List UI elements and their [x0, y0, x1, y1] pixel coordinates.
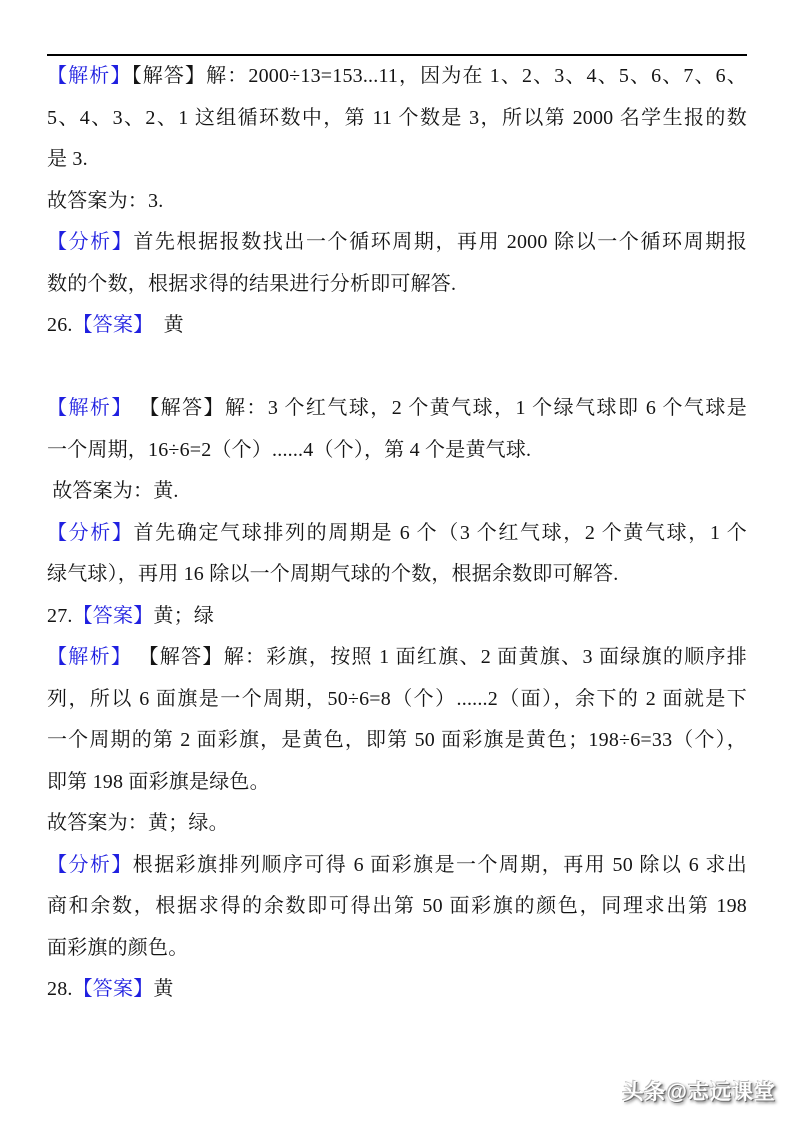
q25-answer-restate-line	[47, 181, 747, 223]
line-text: 面彩旗的颜色。	[47, 936, 189, 959]
tag-daan: 【答案】	[72, 314, 144, 336]
answer-value: 黄	[143, 314, 184, 336]
line-text: 故答案为：3.	[47, 189, 164, 212]
q26-analysis-line-1	[47, 513, 747, 555]
question-number: 28.	[47, 978, 73, 1000]
line-text: 5、4、3、2、1 这组循环数中，第 11 个数是 3，所以第 2000 名学生报的数	[47, 106, 747, 129]
q27-solution-line-3	[47, 720, 747, 762]
line-text: 数的个数，根据求得的结果进行分析即可解答.	[47, 272, 457, 295]
tag-jiexi: 【解析】	[47, 646, 133, 668]
q28-answer-line	[47, 969, 747, 1011]
q26-solution-line-1	[47, 388, 747, 430]
q27-analysis-line-2	[47, 886, 747, 928]
tag-jiexi: 【解析】	[47, 65, 132, 87]
answer-value: 黄	[153, 978, 174, 1000]
q26-answer-restate-line	[47, 471, 747, 513]
q27-solution-line-4	[47, 762, 747, 804]
line-text: 【解答】解：3 个红气球，2 个黄气球，1 个绿气球即 6 个气球是	[132, 397, 747, 419]
answer-value: 黄；绿	[153, 604, 215, 627]
line-text: 故答案为：黄；绿。	[47, 812, 229, 834]
q27-analysis-line-1	[47, 845, 747, 887]
q26-solution-line-2	[47, 430, 747, 472]
tag-jiexi: 【解析】	[47, 397, 133, 419]
q27-answer-line	[47, 596, 747, 638]
document-body	[47, 56, 747, 1011]
question-number: 26.	[47, 314, 73, 336]
tag-fenxi: 【分析】	[47, 521, 134, 544]
line-text: 根据彩旗排列顺序可得 6 面彩旗是一个周期，再用 50 除以 6 求出	[132, 853, 747, 876]
q25-solution-line-3	[47, 139, 747, 181]
line-text: 列，所以 6 面旗是一个周期，50÷6=8（个）......2（面），余下的 2 面就是下	[47, 687, 747, 710]
q26-analysis-line-2	[47, 554, 747, 596]
q25-analysis-line-2	[47, 264, 747, 306]
question-number: 27.	[47, 604, 73, 627]
q26-answer-line	[47, 305, 747, 347]
line-text: 商和余数，根据求得的余数即可得出第 50 面彩旗的颜色，同理求出第 198	[47, 895, 747, 917]
q25-solution-line-1	[47, 56, 747, 98]
line-text: 故答案为：黄.	[47, 480, 179, 502]
line-text: 【解答】解：彩旗，按照 1 面红旗、2 面黄旗、3 面绿旗的顺序排	[132, 646, 747, 668]
line-text: 首先根据报数找出一个循环周期，再用 2000 除以一个循环周期报	[133, 231, 747, 253]
tag-fenxi: 【分析】	[47, 853, 133, 876]
q27-analysis-line-3	[47, 928, 747, 970]
line-text: 首先确定气球排列的周期是 6 个（3 个红气球，2 个黄气球，1 个	[133, 521, 747, 544]
tag-daan: 【答案】	[72, 978, 154, 1000]
blank-line	[47, 347, 747, 389]
line-text: 绿气球），再用 16 除以一个周期气球的个数，根据余数即可解答.	[47, 563, 619, 585]
q25-analysis-line-1	[47, 222, 747, 264]
line-text: 是 3.	[47, 148, 88, 170]
line-text: 即第 198 面彩旗是绿色。	[47, 770, 270, 793]
line-text: 一个周期，16÷6=2（个）......4（个），第 4 个是黄气球.	[47, 438, 532, 461]
q27-solution-line-1	[47, 637, 747, 679]
line-text: 【解答】解：2000÷13=153...11，因为在 1、2、3、4、5、6、7、6、	[131, 65, 747, 87]
tag-daan: 【答案】	[72, 604, 154, 627]
watermark: 头条@志远课堂	[622, 1081, 776, 1104]
tag-fenxi: 【分析】	[47, 231, 134, 253]
q25-solution-line-2	[47, 98, 747, 140]
q27-solution-line-2	[47, 679, 747, 721]
q27-answer-restate-line	[47, 803, 747, 845]
line-text: 一个周期的第 2 面彩旗，是黄色，即第 50 面彩旗是黄色；198÷6=33（个），	[47, 729, 747, 751]
